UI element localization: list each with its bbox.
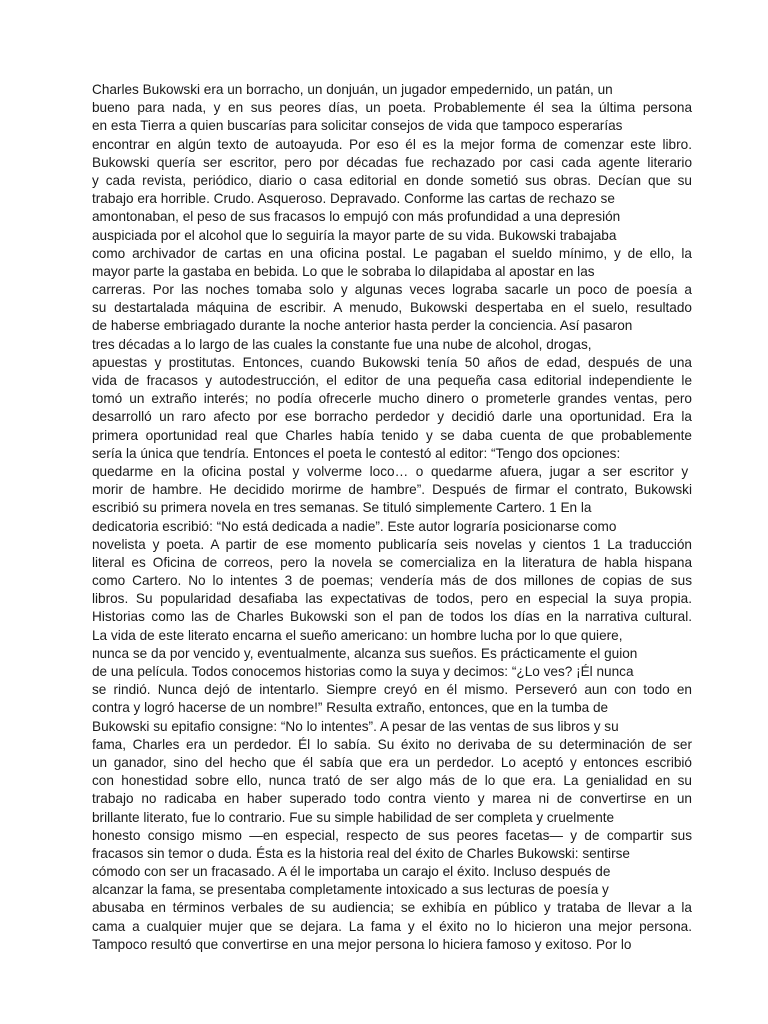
text-line: apuestas y prostitutas. Entonces, cuando Bukowski tenía 50 años de edad, después de una <box>92 354 692 370</box>
text-line: brillante literato, fue lo contrario. Fue su simple habilidad de ser completa y cruelmente <box>92 809 615 825</box>
text-line: La vida de este literato encarna el sueño americano: un hombre lucha por lo que quiere, <box>92 627 623 643</box>
text-line: de una película. Todos conocemos historias como la suya y decimos: “¿Lo ves? ¡Él nunca <box>92 664 634 679</box>
text-line: bueno para nada, y en sus peores días, un poeta. Probablemente él sea la última persona <box>92 100 692 116</box>
text-line: novelista y poeta. A partir de ese momento publicaría seis novelas y cientos 1 La traducción <box>92 536 692 552</box>
text-line: primera oportunidad real que Charles había tenido y se daba cuenta de que probablemente <box>92 427 692 443</box>
text-line: alcanzar la fama, se presentaba completamente intoxicado a sus lecturas de poesía y <box>92 882 609 898</box>
text-line: Historias como las de Charles Bukowski son el pan de todos los días en la narrativa cultural. <box>92 609 692 625</box>
text-line: honesto consigo mismo —en especial, respecto de sus peores facetas— y de compartir sus <box>92 827 692 843</box>
text-line: trabajo no radicaba en haber superado todo contra viento y marea ni de convertirse en un <box>92 791 692 807</box>
text-line: morir de hambre. He decidido morirme de hambre”. Después de firmar el contrato, Bukowski <box>92 482 692 498</box>
text-line: dedicatoria escribió: “No está dedicada a nadie”. Este autor lograría posicionarse como <box>92 518 617 534</box>
text-line: auspiciada por el alcohol que lo seguiría la mayor parte de su vida. Bukowski trabajaba <box>92 227 617 243</box>
text-line: fracasos sin temor o duda. Ésta es la historia real del éxito de Charles Bukowski: sentirse <box>92 845 630 861</box>
body-text <box>92 81 692 954</box>
text-line: carreras. Por las noches tomaba solo y algunas veces lograba sacarle un poco de poesía a <box>92 282 692 298</box>
text-line: como Cartero. No lo intentes 3 de poemas; vendería más de dos millones de copias de sus <box>92 573 692 589</box>
text-line: tres décadas a lo largo de las cuales la constante fue una nube de alcohol, drogas, <box>92 336 592 352</box>
text-line: cómodo con ser un fracasado. A él le importaba un carajo el éxito. Incluso después de <box>92 864 611 880</box>
text-line: libros. Su popularidad desafiaba las expectativas de todos, pero en especial la suya propia. <box>92 591 692 607</box>
text-line: Charles Bukowski era un borracho, un donjuán, un jugador empedernido, un patán, un <box>92 82 613 97</box>
text-line: amontonaban, el peso de sus fracasos lo empujó con más profundidad a una depresión <box>92 209 621 225</box>
text-line: literal es Oficina de correos, pero la novela se comercializa en la literatura de habla hispana <box>92 554 692 570</box>
text-line: tomó un extraño interés; no podía ofrecerle mucho dinero o prometerle grandes ventas, pero <box>92 391 692 407</box>
text-line: su destartalada máquina de escribir. A menudo, Bukowski despertaba en el suelo, resultado <box>92 300 692 316</box>
text-line: quedarme en la oficina postal y volverme loco… o quedarme afuera, jugar a ser escritor y <box>92 463 689 479</box>
text-line: fama, Charles era un perdedor. Él lo sabía. Su éxito no derivaba de su determinación de ser <box>92 736 692 752</box>
text-line: sería la única que tendría. Entonces el poeta le contestó al editor: “Tengo dos opciones: <box>92 445 621 461</box>
text-line: cama a cualquier mujer que se dejara. La fama y el éxito no lo hicieron una mejor persona. <box>92 918 692 934</box>
text-line: trabajo era horrible. Crudo. Asqueroso. Depravado. Conforme las cartas de rechazo se <box>92 191 615 207</box>
text-line: contra y logró hacerse de un nombre!” Resulta extraño, entonces, que en la tumba de <box>92 700 609 716</box>
text-line: escribió su primera novela en tres semanas. Se tituló simplemente Cartero. 1 En la <box>92 500 592 516</box>
text-line: desarrolló un raro afecto por ese borracho perdedor y decidió darle una oportunidad. Era la <box>92 409 692 425</box>
text-line: y cada revista, periódico, diario o casa editorial en donde sometió sus obras. Decían que su <box>92 172 692 188</box>
text-line: encontrar en algún texto de autoayuda. Por eso él es la mejor forma de comenzar este libro. <box>92 136 692 152</box>
text-line: abusaba en términos verbales de su audiencia; se exhibía en público y trataba de llevar a la <box>92 900 692 916</box>
text-line: con honestidad sobre ello, nunca trató de ser algo más de lo que era. La genialidad en su <box>92 773 692 789</box>
text-line: un ganador, sino del hecho que él sabía que era un perdedor. Lo aceptó y entonces escribió <box>92 754 692 770</box>
text-line: mayor parte la gastaba en bebida. Lo que le sobraba lo dilapidaba al apostar en las <box>92 263 595 279</box>
text-line: como archivador de cartas en una oficina postal. Le pagaban el sueldo mínimo, y de ello, la <box>92 245 692 261</box>
text-line: Bukowski quería ser escritor, pero por décadas fue rechazado por casi cada agente literario <box>92 154 692 170</box>
text-line: se rindió. Nunca dejó de intentarlo. Siempre creyó en él mismo. Perseveró aun con todo en <box>92 682 692 698</box>
text-line: Bukowski su epitafio consigne: “No lo intentes”. A pesar de las ventas de sus libros y su <box>92 718 619 734</box>
text-line: de haberse embriagado durante la noche anterior hasta perder la conciencia. Así pasaron <box>92 318 633 334</box>
text-line: vida de fracasos y autodestrucción, el editor de una pequeña casa editorial independiente le <box>92 373 692 388</box>
text-line: nunca se da por vencido y, eventualmente, alcanza sus sueños. Es prácticamente el guion <box>92 645 638 661</box>
text-line: Tampoco resultó que convertirse en una mejor persona lo hiciera famoso y exitoso. Por lo <box>92 936 632 952</box>
text-line: en esta Tierra a quien buscarías para solicitar consejos de vida que tampoco esperarías <box>92 118 623 134</box>
